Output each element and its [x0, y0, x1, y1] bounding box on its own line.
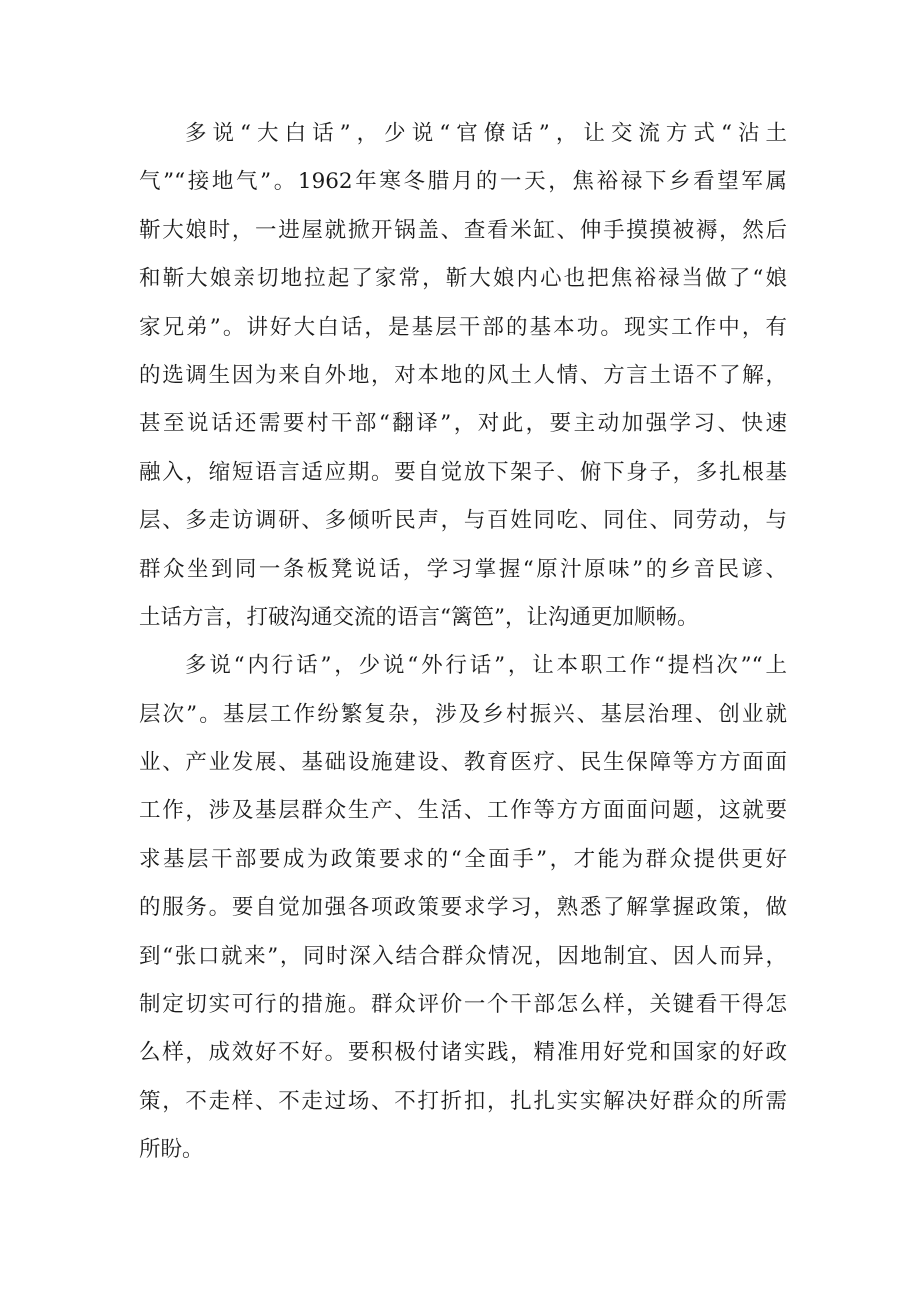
- paragraph-line: 到“张口就来”，同时深入结合群众情况，因地制宜、因人而异，: [139, 943, 787, 969]
- paragraph-line: 土话方言，打破沟通交流的语言“篱笆”，让沟通更加顺畅。: [139, 604, 699, 630]
- paragraph-line: 工作，涉及基层群众生产、生活、工作等方方面面问题，这就要: [139, 798, 787, 824]
- paragraph-line: 甚至说话还需要村干部“翻译”，对此，要主动加强学习、快速: [139, 411, 787, 437]
- paragraph-line: 多说“大白话”，少说“官僚话”，让交流方式“沾土: [185, 121, 787, 146]
- paragraph-line: 家兄弟”。讲好大白话，是基层干部的基本功。现实工作中，有: [139, 314, 787, 340]
- paragraph-line: 多说“内行话”，少说“外行话”，让本职工作“提档次”“上: [185, 653, 787, 679]
- paragraph-line: 靳大娘时，一进屋就掀开锅盖、查看米缸、伸手摸摸被褥，然后: [139, 217, 787, 243]
- paragraph-line: 么样，成效好不好。要积极付诸实践，精准用好党和国家的好政: [139, 1040, 787, 1066]
- paragraph-line: 的服务。要自觉加强各项政策要求学习，熟悉了解掌握政策，做: [139, 895, 787, 921]
- paragraph-line: 所盼。: [139, 1137, 204, 1163]
- paragraph-line: 气”“接地气”。1962年寒冬腊月的一天，焦裕禄下乡看望军属: [139, 169, 787, 195]
- document-body: [139, 110, 787, 1175]
- paragraph-line: 的选调生因为来自外地，对本地的风土人情、方言土语不了解，: [139, 362, 787, 388]
- paragraph-line: 和靳大娘亲切地拉起了家常，靳大娘内心也把焦裕禄当做了“娘: [139, 266, 787, 292]
- paragraph-line: 群众坐到同一条板凳说话，学习掌握“原汁原味”的乡音民谚、: [139, 556, 787, 582]
- paragraph-line: 层、多走访调研、多倾听民声，与百姓同吃、同住、同劳动，与: [139, 508, 787, 534]
- paragraph-line: 策，不走样、不走过场、不打折扣，扎扎实实解决好群众的所需: [139, 1088, 787, 1114]
- paragraph-1: [139, 110, 787, 642]
- paragraph-line: 业、产业发展、基础设施建设、教育医疗、民生保障等方方面面: [139, 750, 787, 776]
- paragraph-line: 求基层干部要成为政策要求的“全面手”，才能为群众提供更好: [139, 846, 787, 872]
- paragraph-line: 层次”。基层工作纷繁复杂，涉及乡村振兴、基层治理、创业就: [139, 701, 787, 727]
- paragraph-line: 制定切实可行的措施。群众评价一个干部怎么样，关键看干得怎: [139, 992, 787, 1018]
- paragraph-2: [139, 642, 787, 1174]
- paragraph-line: 融入，缩短语言适应期。要自觉放下架子、俯下身子，多扎根基: [139, 459, 787, 485]
